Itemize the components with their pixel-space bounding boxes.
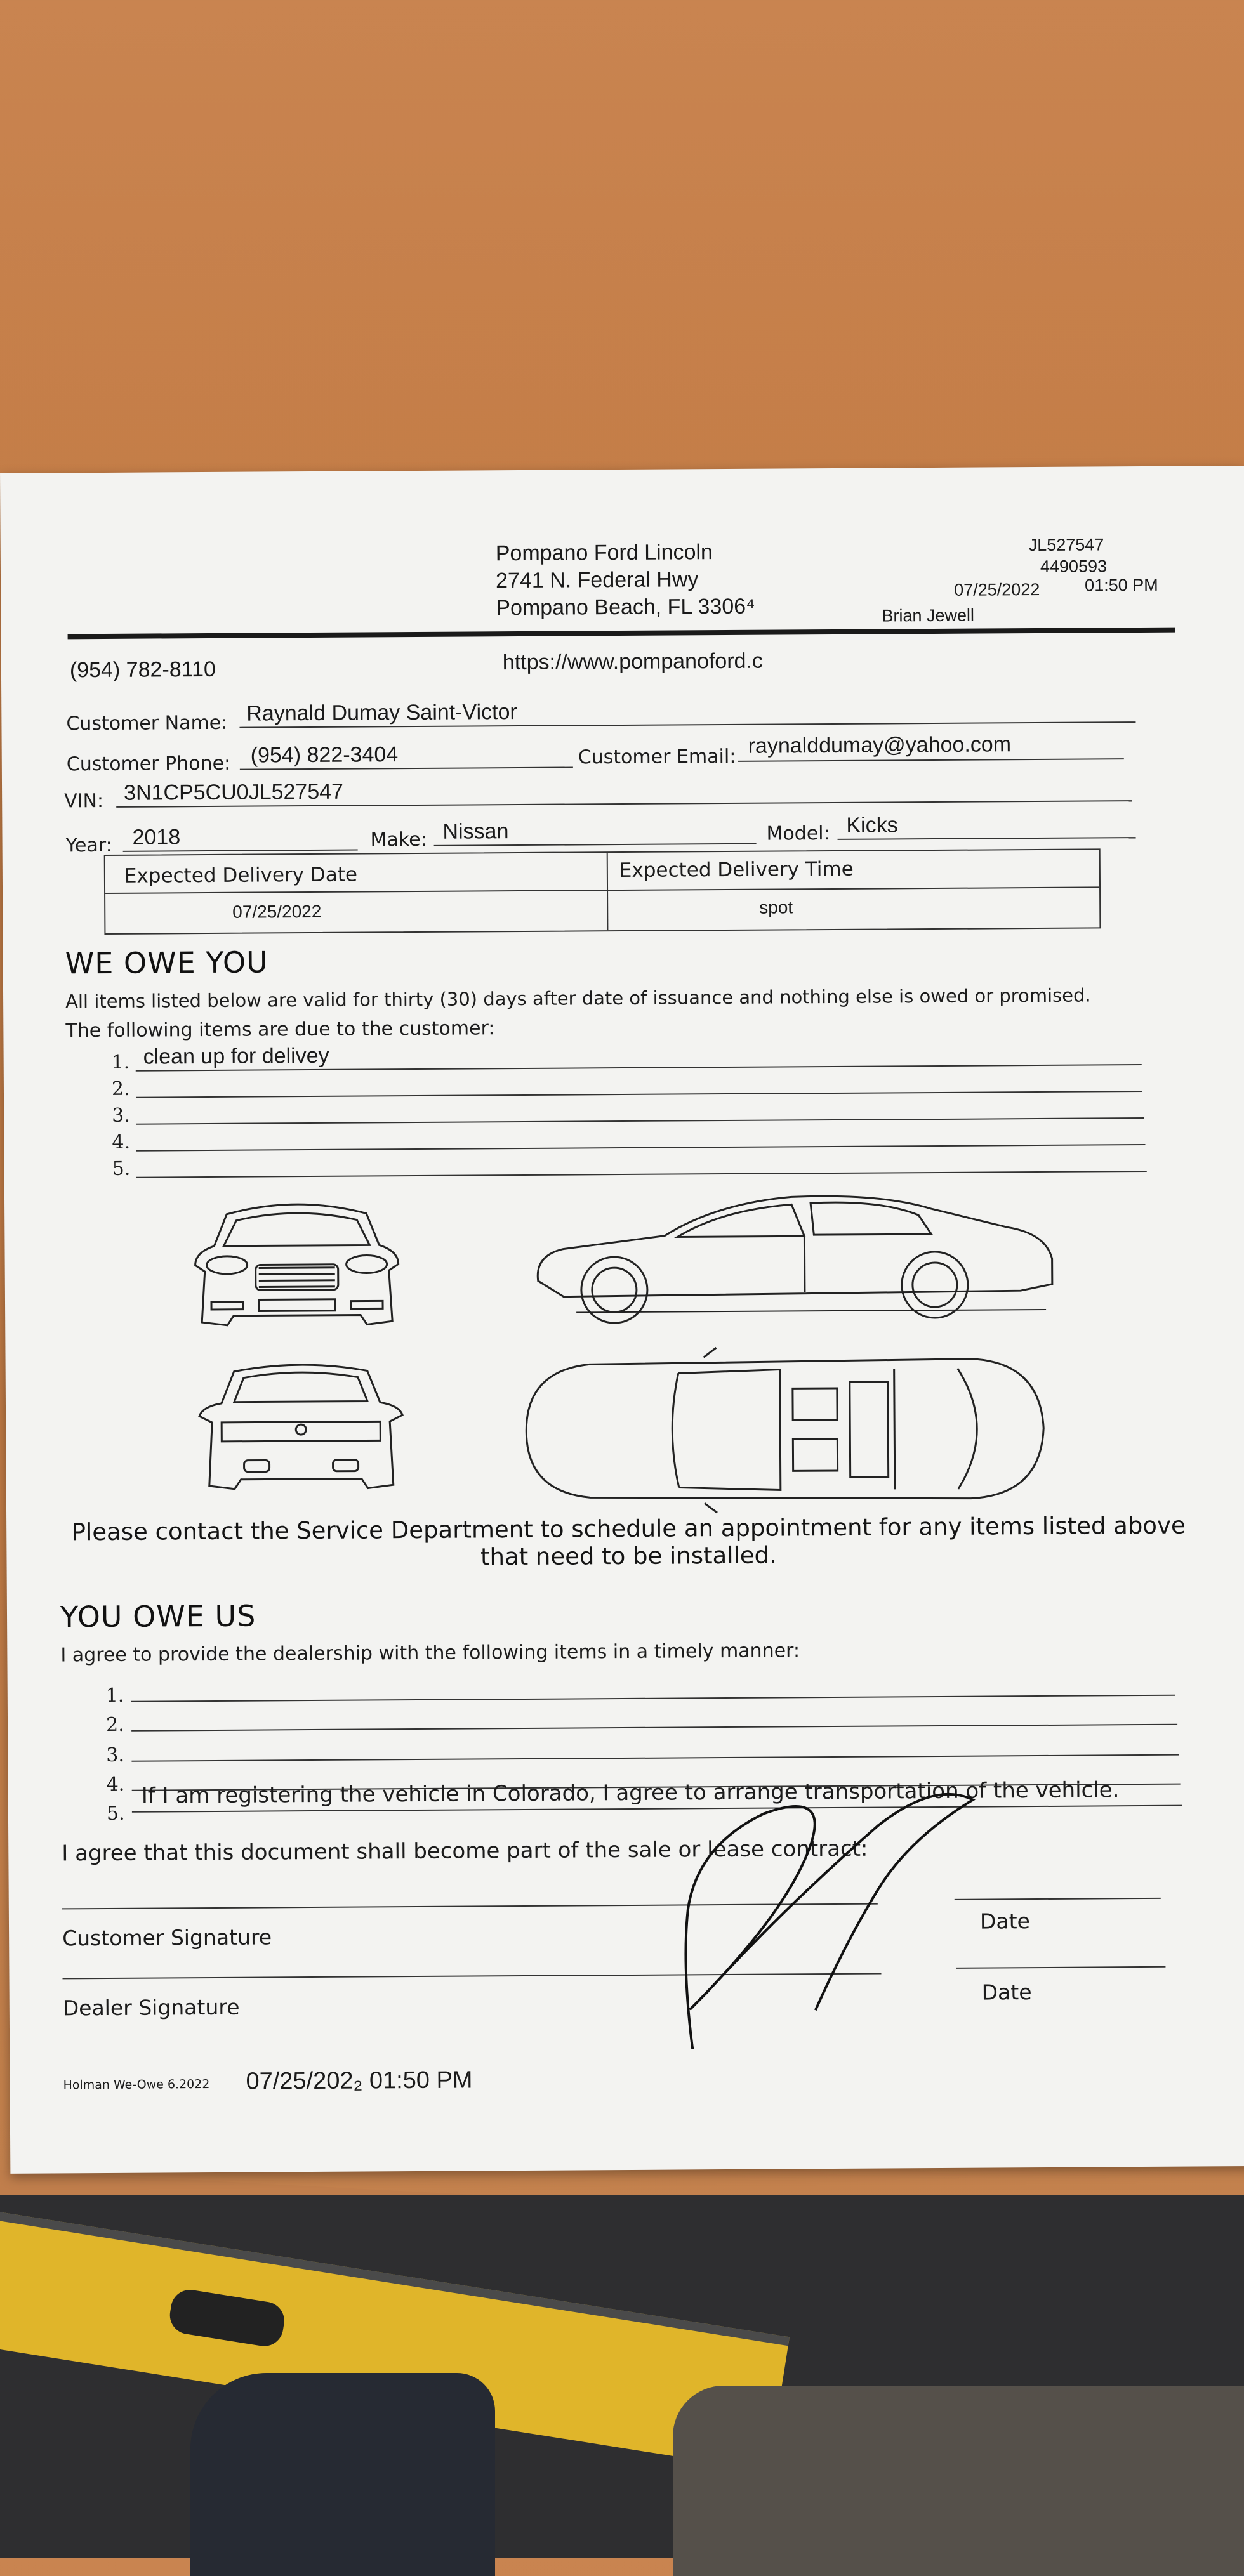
model-value: Kicks [846, 813, 898, 838]
dealer-website: https://www.pompanoford.c [502, 648, 764, 675]
dealer-phone: (954) 782-8110 [69, 657, 216, 683]
handwritten-signature [668, 1774, 1026, 2080]
we-owe-form [0, 466, 1244, 2174]
we-owe-title: WE OWE YOU [65, 945, 268, 981]
customer-phone-label: Customer Phone: [66, 752, 231, 776]
form-id: Holman We-Owe 6.2022 [63, 2077, 210, 2093]
we-owe-intro: The following items are due to the customer: [65, 1017, 495, 1042]
delivery-date-value: 07/25/2022 [232, 901, 322, 922]
customer-date-label: Date [979, 1909, 1030, 1934]
customer-signature-label: Customer Signature [62, 1924, 272, 1951]
service-notice: Please contact the Service Department to schedule an appointment for any items listed above that need to be installed. [71, 1511, 1186, 1571]
salesperson: Brian Jewell [882, 605, 975, 626]
delivery-table [104, 848, 1101, 935]
customer-name-value: Raynald Dumay Saint-Victor [246, 700, 517, 726]
car-front-view-icon [189, 1194, 405, 1335]
car-rear-view-icon [190, 1358, 413, 1505]
delivery-time-label: Expected Delivery Time [619, 857, 854, 883]
dealer-name: Pompano Ford Lincoln [495, 540, 713, 566]
header-rule [68, 628, 1175, 640]
stock-number: JL527547 [1028, 535, 1104, 555]
footer-datetime: 07/25/202₂ 01:50 PM [246, 2067, 473, 2095]
year-label: Year: [65, 834, 112, 857]
model-label: Model: [766, 822, 830, 845]
dealer-address-line1: 2741 N. Federal Hwy [495, 567, 699, 593]
sleeve-left [190, 2373, 495, 2576]
customer-name-label: Customer Name: [66, 711, 228, 735]
dealer-address-line2: Pompano Beach, FL 3306⁴ [496, 594, 755, 621]
sleeve-right [673, 2386, 1244, 2576]
delivery-time-value: spot [759, 897, 793, 917]
year-value: 2018 [132, 825, 181, 850]
agreement-text: I agree that this document shall become part of the sale or lease contract: [62, 1836, 868, 1867]
car-top-view-icon [513, 1343, 1054, 1517]
we-owe-items: 1. clean up for delivey 2. 3. 4. 5. [0, 466, 1244, 473]
vin-label: VIN: [64, 790, 104, 813]
dealer-signature-label: Dealer Signature [62, 1994, 240, 2021]
you-owe-items: 1. 2. 3. 4. 5. If I am registering the vehicle in Colorado, I agree to arrange transportation of the vehicle. [0, 466, 1244, 473]
validity-text: All items listed below are valid for thirty (30) days after date of issuance and nothing else is owed or promised. [65, 984, 1091, 1013]
customer-phone-value: (954) 822-3404 [250, 742, 399, 768]
delivery-date-label: Expected Delivery Date [124, 863, 358, 888]
make-label: Make: [370, 828, 427, 851]
make-value: Nissan [442, 819, 509, 844]
customer-email-label: Customer Email: [578, 745, 736, 769]
you-owe-title: YOU OWE US [60, 1598, 256, 1634]
car-side-view-icon [525, 1183, 1065, 1332]
you-owe-item-5: If I am registering the vehicle in Colorado, I agree to arrange transportation of the vehicle. [141, 1777, 1120, 1809]
dealer-date-label: Date [981, 1980, 1032, 2005]
customer-email-value: raynalddumay@yahoo.com [748, 732, 1012, 758]
deal-number: 4490593 [1040, 556, 1108, 576]
you-owe-intro: I agree to provide the dealership with the following items in a timely manner: [60, 1640, 800, 1667]
header-date: 07/25/2022 [954, 579, 1040, 600]
header-time: 01:50 PM [1085, 575, 1158, 595]
we-owe-item-1: clean up for delivey [143, 1043, 329, 1069]
vin-value: 3N1CP5CU0JL527547 [123, 779, 344, 805]
